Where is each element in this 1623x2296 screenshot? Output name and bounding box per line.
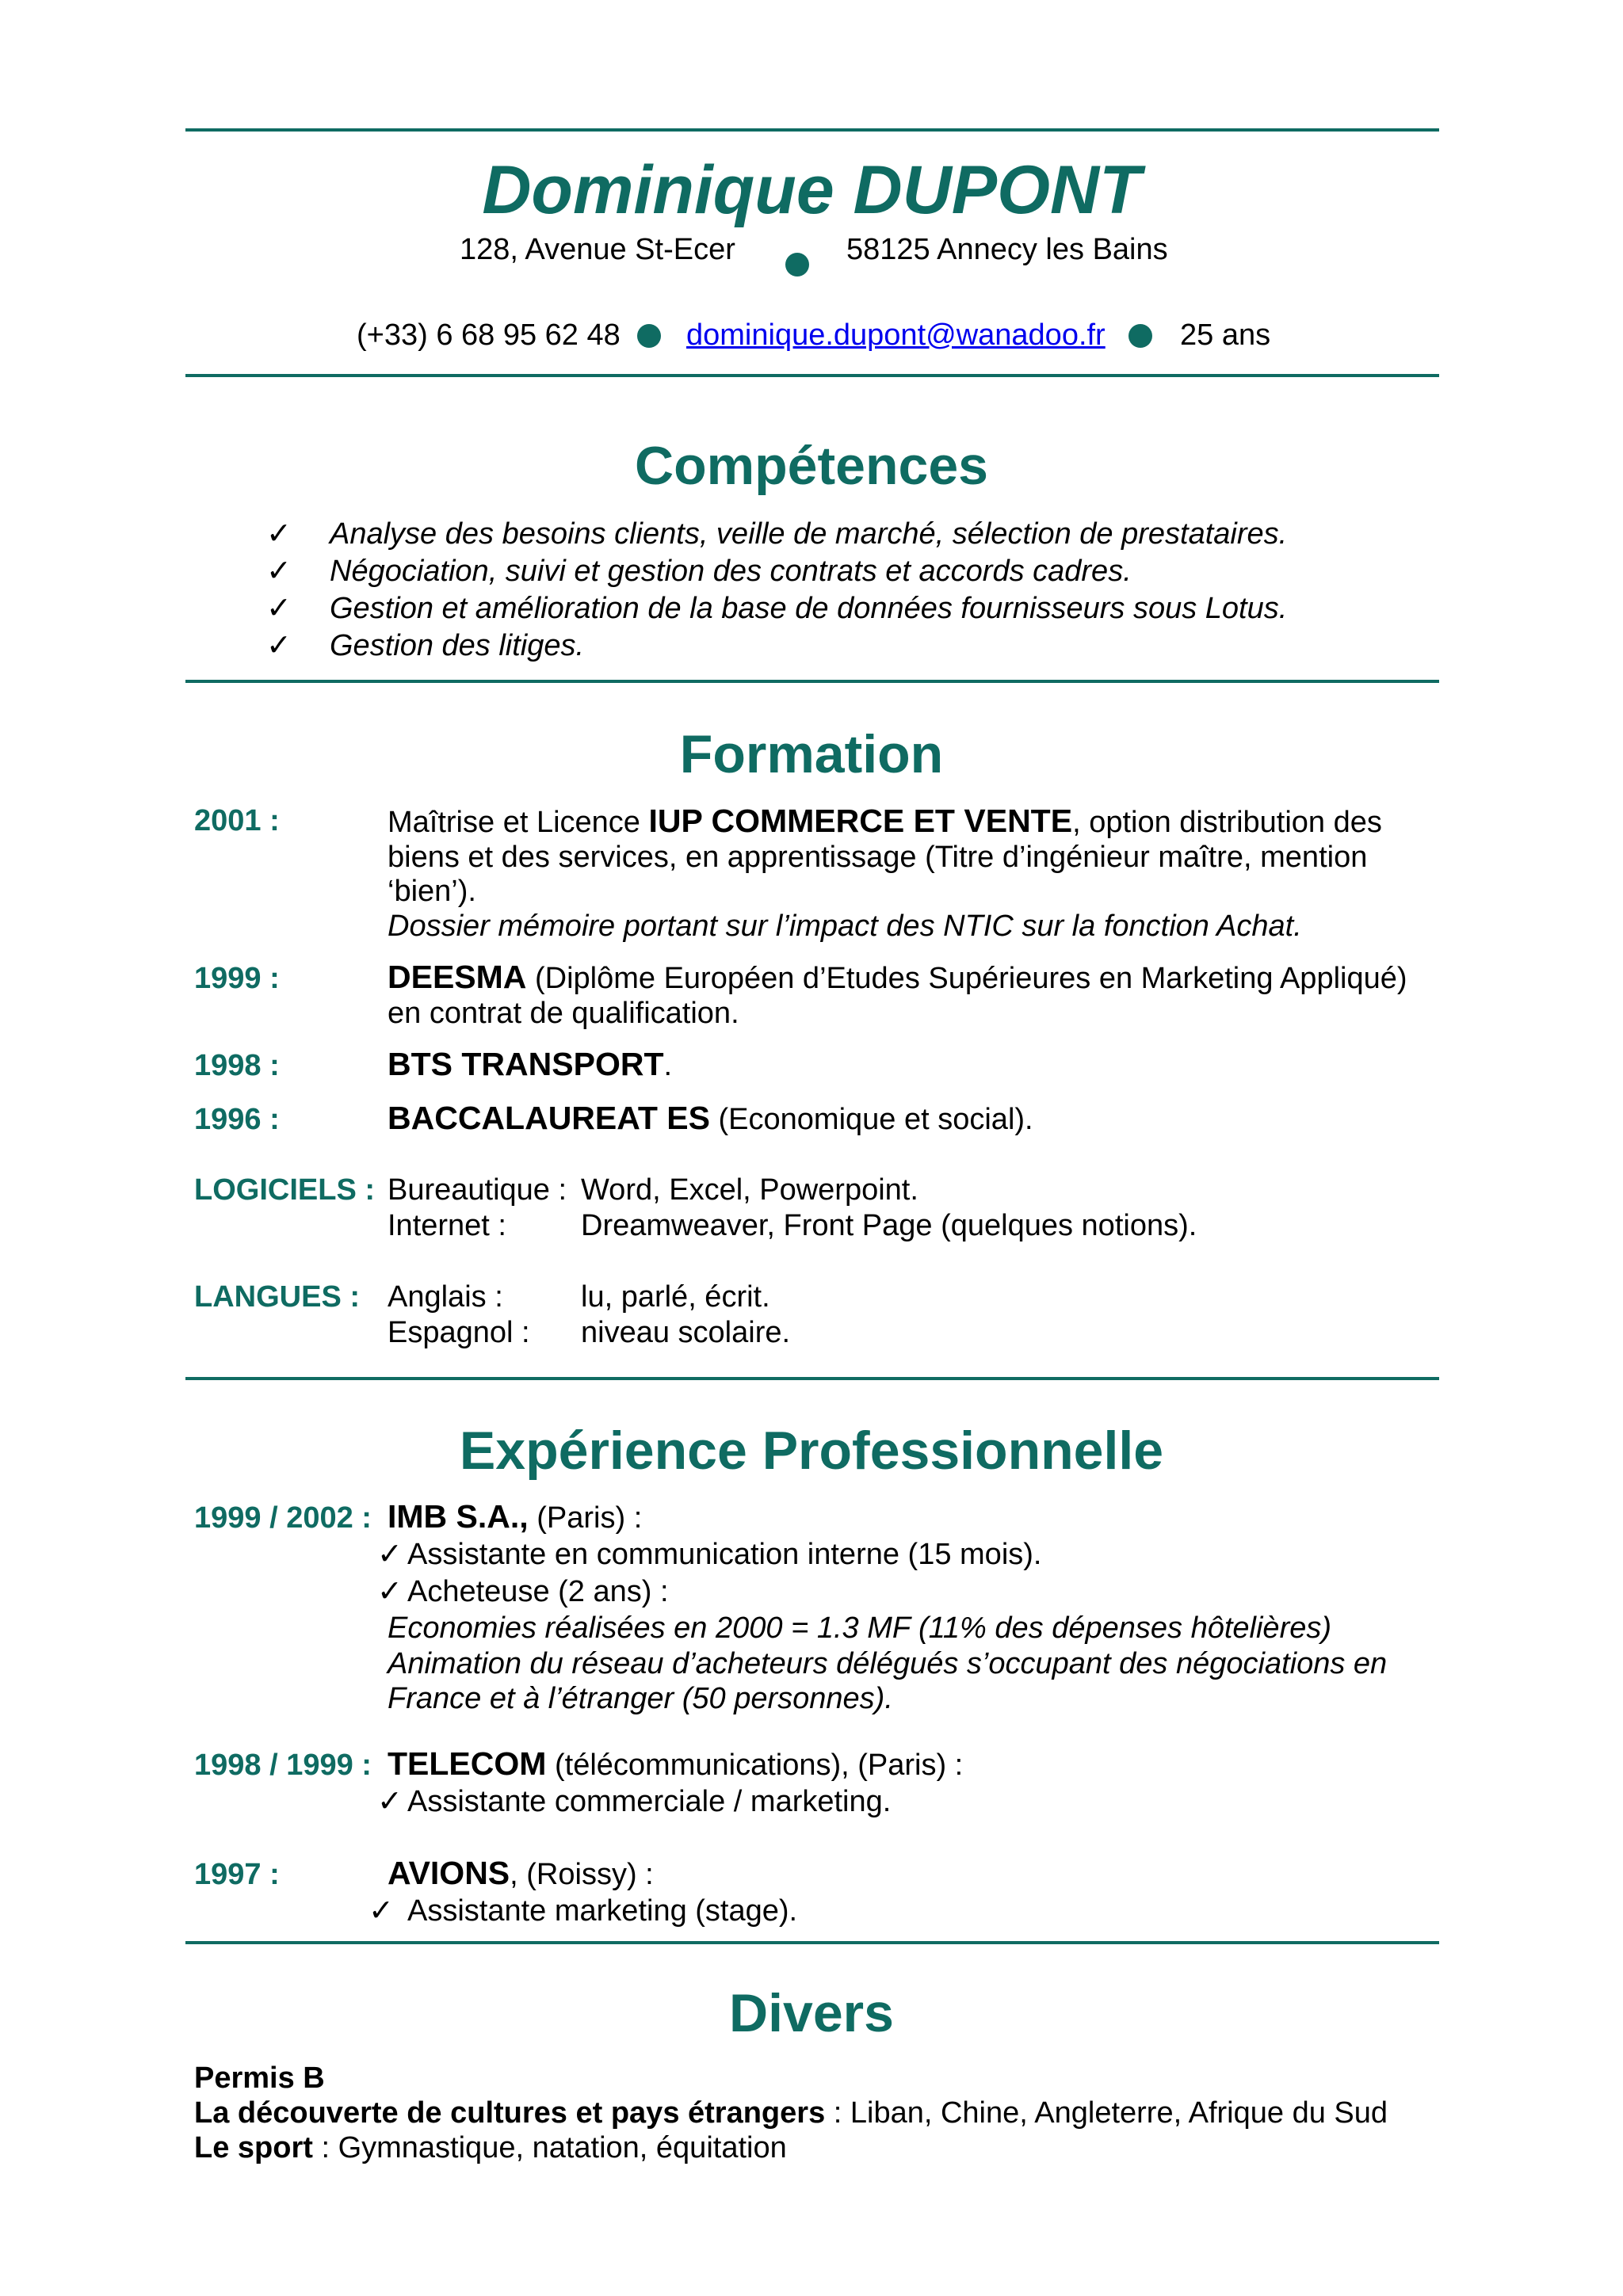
formation-year: 1998 :	[194, 1049, 280, 1082]
divers-sport: Le sport : Gymnastique, natation, équitation	[194, 2131, 787, 2164]
formation-line: BACCALAUREAT ES (Economique et social).	[388, 1100, 1033, 1136]
check-icon: ✓	[266, 555, 292, 588]
formation-line: en contrat de qualification.	[388, 997, 739, 1030]
competence-item: Gestion des litiges.	[330, 629, 585, 662]
langue-key: Anglais :	[388, 1280, 503, 1314]
address-city: 58125 Annecy les Bains	[846, 233, 1168, 266]
check-icon: ✓	[377, 1538, 403, 1571]
top-rule	[185, 128, 1439, 132]
formation-line: Dossier mémoire portant sur l’impact des NTIC sur la fonction Achat.	[388, 910, 1302, 943]
experience-item: Assistante commerciale / marketing.	[407, 1785, 892, 1818]
check-icon: ✓	[266, 629, 292, 662]
logiciel-value: Word, Excel, Powerpoint.	[581, 1173, 918, 1207]
section-rule	[185, 1941, 1439, 1944]
check-icon: ✓	[266, 592, 292, 625]
experience-years: 1999 / 2002 :	[194, 1501, 372, 1535]
dot-icon	[637, 324, 661, 348]
experience-detail: Animation du réseau d’acheteurs délégués s’occupant des négociations en	[388, 1647, 1388, 1680]
age: 25 ans	[1180, 318, 1271, 352]
section-rule	[185, 374, 1439, 377]
competence-item: Analyse des besoins clients, veille de marché, sélection de prestataires.	[330, 517, 1288, 551]
formation-year: 1996 :	[194, 1103, 280, 1136]
formation-line: biens et des services, en apprentissage (Titre d’ingénieur maître, mention	[388, 841, 1368, 874]
email-link[interactable]: dominique.dupont@wanadoo.fr	[686, 318, 1106, 352]
logiciel-value: Dreamweaver, Front Page (quelques notions).	[581, 1209, 1197, 1242]
candidate-name: Dominique DUPONT	[482, 152, 1141, 228]
experience-item: Assistante marketing (stage).	[407, 1894, 798, 1928]
formation-line: BTS TRANSPORT.	[388, 1046, 673, 1082]
check-icon: ✓	[377, 1785, 403, 1818]
logiciel-key: Bureautique :	[388, 1173, 567, 1207]
experience-company: IMB S.A., (Paris) :	[388, 1498, 643, 1535]
experience-title: Expérience Professionnelle	[459, 1421, 1164, 1481]
experience-item: Assistante en communication interne (15 mois).	[407, 1538, 1042, 1571]
formation-line: Maîtrise et Licence IUP COMMERCE ET VENTE, option distribution des	[388, 803, 1382, 839]
experience-years: 1998 / 1999 :	[194, 1749, 372, 1782]
experience-years: 1997 :	[194, 1858, 280, 1891]
langue-value: niveau scolaire.	[581, 1316, 791, 1349]
divers-cultures: La découverte de cultures et pays étrangers : Liban, Chine, Angleterre, Afrique du Sud	[194, 2096, 1388, 2130]
formation-title: Formation	[679, 724, 944, 784]
divers-title: Divers	[729, 1983, 894, 2043]
experience-company: TELECOM (télécommunications), (Paris) :	[388, 1745, 964, 1782]
formation-line: DEESMA (Diplôme Européen d’Etudes Supérieures en Marketing Appliqué)	[388, 959, 1407, 995]
formation-year: 2001 :	[194, 804, 280, 837]
experience-item: Acheteuse (2 ans) :	[407, 1575, 669, 1608]
logiciel-key: Internet :	[388, 1209, 506, 1242]
dot-icon	[785, 253, 809, 277]
permis: Permis B	[194, 2061, 325, 2095]
experience-detail: France et à l’étranger (50 personnes).	[388, 1682, 893, 1715]
address-street: 128, Avenue St-Ecer	[460, 233, 735, 266]
check-icon: ✓	[369, 1894, 394, 1928]
check-icon: ✓	[377, 1575, 403, 1608]
check-icon: ✓	[266, 517, 292, 551]
competence-item: Négociation, suivi et gestion des contrats et accords cadres.	[330, 555, 1132, 588]
dot-icon	[1128, 324, 1152, 348]
langue-key: Espagnol :	[388, 1316, 530, 1349]
experience-company: AVIONS, (Roissy) :	[388, 1855, 654, 1891]
competences-title: Compétences	[635, 436, 988, 496]
competence-item: Gestion et amélioration de la base de données fournisseurs sous Lotus.	[330, 592, 1288, 625]
phone-number: (+33) 6 68 95 62 48	[357, 318, 621, 352]
langues-label: LANGUES :	[194, 1280, 360, 1314]
logiciels-label: LOGICIELS :	[194, 1173, 375, 1207]
formation-line: ‘bien’).	[388, 875, 476, 908]
section-rule	[185, 680, 1439, 683]
experience-detail: Economies réalisées en 2000 = 1.3 MF (11% des dépenses hôtelières)	[388, 1611, 1332, 1645]
formation-year: 1999 :	[194, 962, 280, 995]
section-rule	[185, 1377, 1439, 1380]
langue-value: lu, parlé, écrit.	[581, 1280, 770, 1314]
